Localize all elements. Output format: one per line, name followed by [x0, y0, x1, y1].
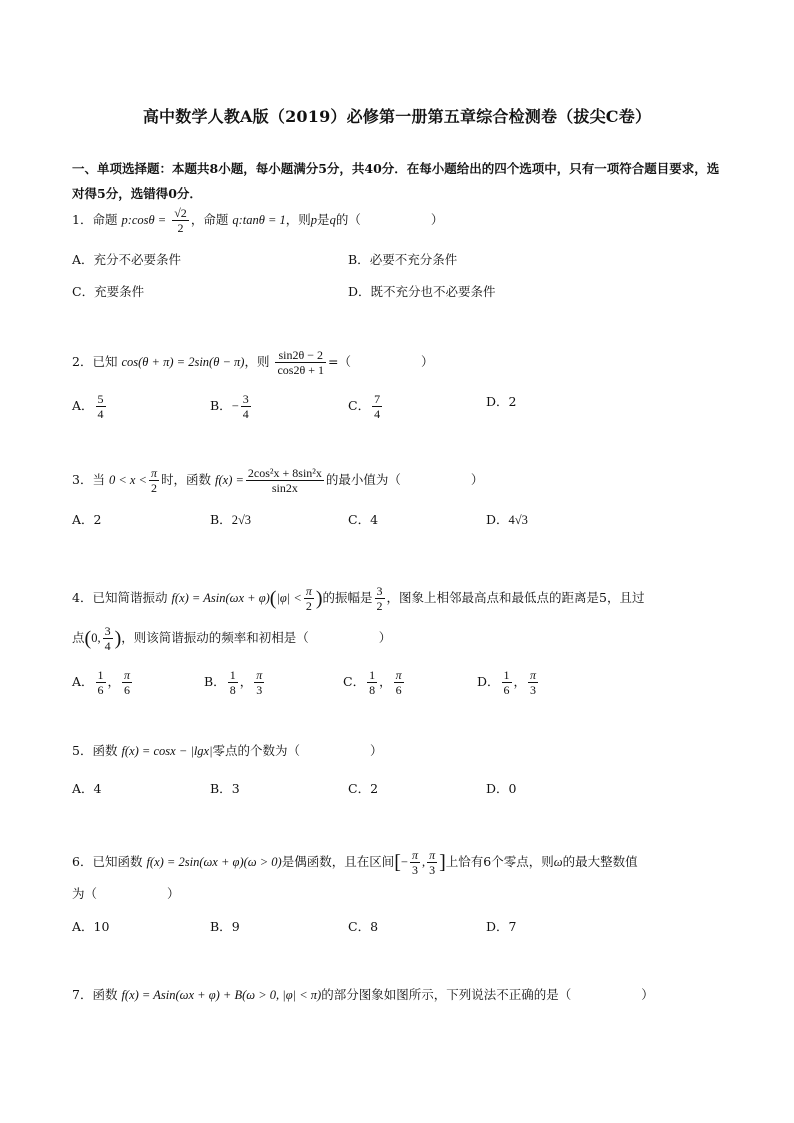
question-7: 7．函数 f(x) = Asin(ωx + φ) + B(ω > 0, |φ| < π)的部分图象如图所示，下列说法不正确的是（ ）	[72, 987, 654, 1002]
question-6-cont: 为（ ）	[72, 886, 180, 901]
fraction: $\frac{\text{2cos²x + 8sin²x}}{\sin 2x}$	[247, 466, 322, 495]
option-c: C．4	[348, 512, 379, 527]
question-number: 1．	[72, 212, 93, 227]
section-header: 一、单项选择题：本题共8小题，每小题满分5分，共40分．在每小题给出的四个选项中，只有一项符合题目要求，选对得5分，选错得0分．	[72, 161, 720, 201]
option-c: C．2	[348, 781, 379, 796]
option-c: C． $\frac{7}{4}$	[348, 392, 381, 421]
option-d: D．4√3	[486, 512, 528, 527]
option-b: B．3	[210, 781, 240, 796]
question-1: 1．命题 p:cosθ = $\frac{√2}{2}$ ，命题 q:tanθ = 1，则p是q的（ ）	[72, 206, 444, 235]
option-b: B．必要不充分条件	[348, 252, 458, 267]
question-number: 4．	[72, 590, 93, 605]
question-number: 3．	[72, 472, 93, 487]
question-number: 6．	[72, 854, 93, 869]
option-a: A．10	[72, 919, 110, 934]
option-b: B．9	[210, 919, 240, 934]
question-number: 2．	[72, 354, 93, 369]
option-d: D．0	[486, 781, 517, 796]
page-title: 高中数学人教A版（2019）必修第一册第五章综合检测卷（拔尖C卷）	[142, 107, 652, 126]
question-5: 5．函数 f(x) = cosx − |lgx|零点的个数为（ ）	[72, 743, 383, 758]
fraction: $\frac{√2}{2}$	[174, 206, 187, 235]
question-6: 6．已知函数 f(x) = 2sin(ωx + φ)(ω > 0)是偶函数，且在区间[− $\frac{\pi}{3}$ , $\frac{\pi}{3}$ ]上恰有6个零点，则ω的最大整数值	[72, 848, 638, 877]
option-a: A．充分不必要条件	[72, 252, 182, 267]
option-c: C． $\frac{1}{8}$ ， $\frac{\pi}{6}$	[343, 668, 402, 697]
option-a: A． $\frac{5}{4}$	[72, 392, 104, 421]
option-b: B． $\frac{1}{8}$ ， $\frac{\pi}{3}$	[204, 668, 263, 697]
option-d: D．7	[486, 919, 517, 934]
question-number: 5．	[72, 743, 93, 758]
question-4: 4．已知简谐振动 f(x) = Asin(ωx + φ)(|φ| < $\frac{\pi}{2}$ )的振幅是 $\frac{3}{2}$ ，图象上相邻最高点和最低点的距离是5，且过	[72, 584, 645, 613]
question-number: 7．	[72, 987, 93, 1002]
question-2: 2．已知 cos(θ + π) = 2sin(θ − π)，则 $\frac{\sin 2\theta - 2}{\cos 2\theta + 1}$ =（ ）	[72, 348, 434, 377]
option-a: A．4	[72, 781, 102, 796]
option-d: D．既不充分也不必要条件	[348, 284, 496, 299]
option-a: A．2	[72, 512, 102, 527]
option-a: A． $\frac{1}{6}$ ， $\frac{\pi}{6}$	[72, 668, 131, 697]
option-d: D．2	[486, 394, 517, 409]
fraction: $\frac{\sin 2\theta - 2}{\cos 2\theta + 1}$	[277, 348, 324, 377]
question-4-cont: 点(0, $\frac{3}{4}$ )，则该简谐振动的频率和初相是（ ）	[72, 624, 392, 653]
option-d: D． $\frac{1}{6}$ ， $\frac{\pi}{3}$	[477, 668, 537, 697]
option-c: C．充要条件	[72, 284, 145, 299]
question-3: 3．当 0 < x < $\frac{\pi}{2}$ 时，函数 f(x) = $\frac{\text{2cos²x + 8sin²x}}{\sin 2x}$ 的最小值为（ ）	[72, 466, 484, 495]
option-c: C．8	[348, 919, 379, 934]
option-b: B．2√3	[210, 512, 252, 527]
option-b: B．− $\frac{3}{4}$	[210, 392, 249, 421]
